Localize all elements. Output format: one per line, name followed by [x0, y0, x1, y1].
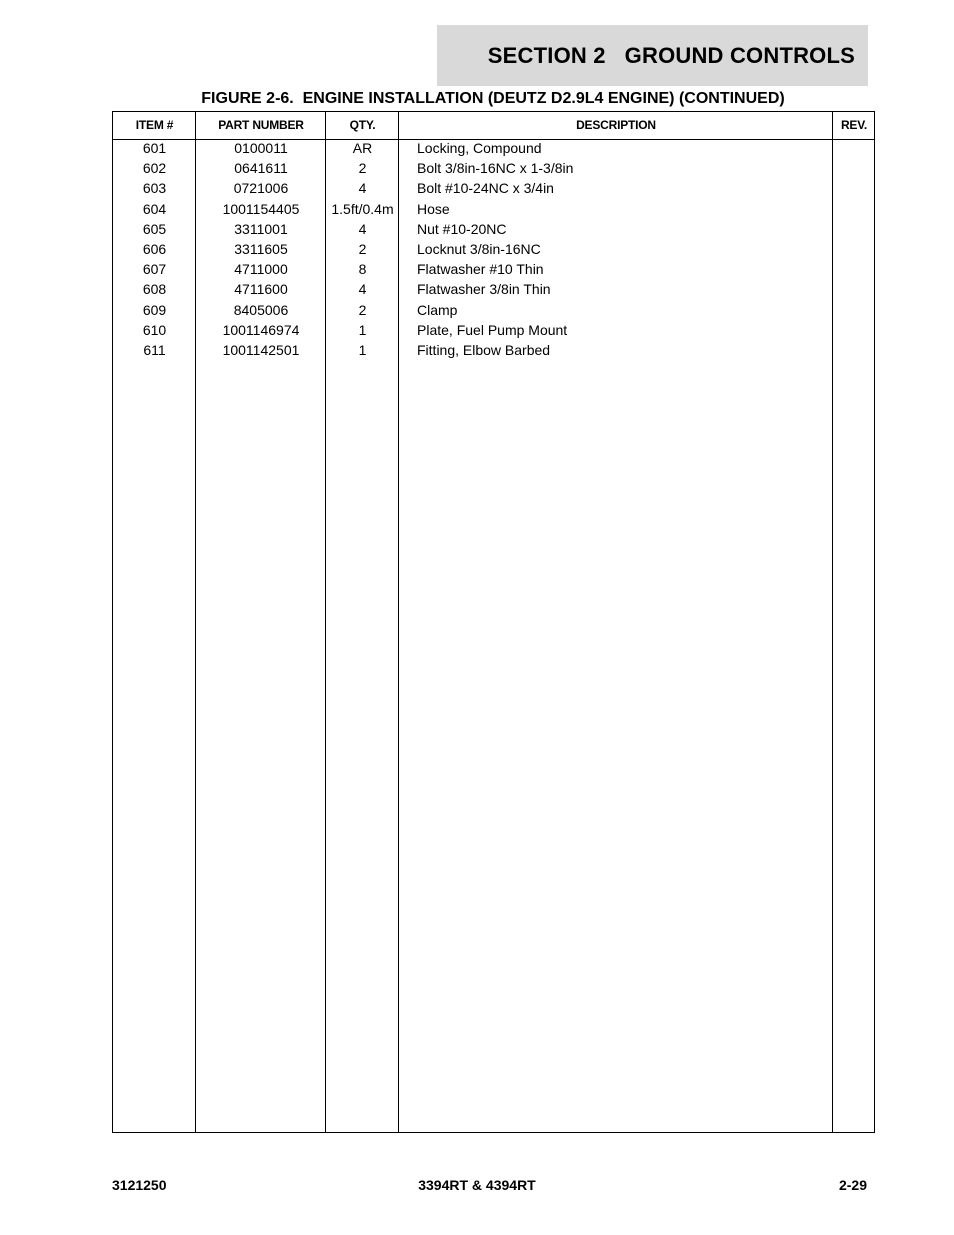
description-cell: Hose	[417, 200, 450, 217]
quantity-cell: 4	[358, 281, 367, 298]
table-body	[113, 140, 874, 362]
section-banner	[437, 25, 868, 86]
table-row	[113, 322, 874, 342]
part-number-cell: 1001146974	[222, 321, 300, 338]
table-row	[113, 342, 874, 362]
item-number-cell: 608	[142, 281, 167, 298]
item-number-cell: 606	[142, 240, 167, 257]
revision-cell	[832, 221, 874, 241]
item-number-cell: 603	[142, 180, 167, 197]
description-cell: Fitting, Elbow Barbed	[417, 341, 551, 358]
revision-cell	[832, 302, 874, 322]
column-header-description: DESCRIPTION	[576, 118, 656, 132]
model-name: 3394RT & 4394RT	[418, 1177, 536, 1193]
part-number-cell: 3311605	[234, 240, 288, 257]
description-cell: Nut #10-20NC	[417, 220, 507, 237]
part-number-cell: 0100011	[234, 140, 288, 156]
quantity-cell: 1.5ft/0.4m	[331, 200, 394, 217]
description-cell: Locking, Compound	[417, 140, 542, 156]
item-number-cell: 601	[142, 140, 167, 156]
section-title: SECTION 2 GROUND CONTROLS	[487, 42, 855, 68]
revision-cell	[832, 241, 874, 261]
item-number-cell: 604	[142, 200, 167, 217]
part-number-cell: 0641611	[234, 160, 288, 177]
parts-table	[112, 111, 875, 1133]
part-number-cell: 8405006	[233, 301, 289, 318]
revision-cell	[832, 322, 874, 342]
doc-number: 3121250	[112, 1177, 167, 1193]
revision-cell	[832, 180, 874, 200]
quantity-cell: 4	[358, 220, 367, 237]
item-number-cell: 607	[142, 261, 167, 278]
table-row	[113, 180, 874, 200]
quantity-cell: 1	[358, 341, 367, 358]
revision-cell	[832, 160, 874, 180]
table-row	[113, 241, 874, 261]
quantity-cell: 2	[358, 301, 367, 318]
part-number-cell: 4711600	[234, 281, 288, 298]
table-row	[113, 302, 874, 322]
figure-title: FIGURE 2-6. ENGINE INSTALLATION (DEUTZ D2.9L4 ENGINE) (CONTINUED)	[201, 90, 785, 107]
description-cell: Bolt 3/8in-16NC x 1-3/8in	[417, 160, 574, 177]
part-number-cell: 0721006	[233, 180, 289, 197]
part-number-cell: 1001154405	[222, 200, 300, 217]
description-cell: Clamp	[417, 301, 458, 318]
description-cell: Bolt #10-24NC x 3/4in	[417, 180, 554, 197]
page-number: 2-29	[838, 1177, 867, 1193]
item-number-cell: 602	[142, 160, 167, 177]
description-cell: Flatwasher 3/8in Thin	[417, 281, 551, 298]
description-cell: Locknut 3/8in-16NC	[417, 240, 541, 257]
revision-cell	[832, 140, 874, 160]
table-row	[113, 201, 874, 221]
item-number-cell: 605	[142, 220, 167, 237]
table-row	[113, 281, 874, 301]
revision-cell	[832, 342, 874, 362]
revision-cell	[832, 201, 874, 221]
item-number-cell: 610	[142, 321, 167, 338]
quantity-cell: 8	[358, 261, 367, 278]
description-cell: Plate, Fuel Pump Mount	[417, 321, 568, 338]
item-number-cell: 611	[143, 341, 166, 358]
quantity-cell: 2	[358, 160, 367, 177]
quantity-cell: 2	[358, 240, 367, 257]
item-number-cell: 609	[142, 301, 167, 318]
table-row	[113, 261, 874, 281]
revision-cell	[832, 261, 874, 281]
quantity-cell: AR	[352, 140, 373, 156]
quantity-cell: 4	[358, 180, 367, 197]
table-row	[113, 160, 874, 180]
table-row	[113, 221, 874, 241]
column-header-qty: QTY.	[349, 118, 376, 132]
part-number-cell: 3311001	[234, 220, 288, 237]
column-header-rev: REV.	[840, 118, 868, 132]
part-number-cell: 4711000	[234, 261, 288, 278]
column-header-part-number: PART NUMBER	[218, 118, 304, 132]
description-cell: Flatwasher #10 Thin	[417, 261, 544, 278]
column-header-item: ITEM #	[135, 118, 174, 132]
table-row	[113, 140, 874, 160]
quantity-cell: 1	[358, 321, 367, 338]
part-number-cell: 1001142501	[222, 341, 300, 358]
revision-cell	[832, 281, 874, 301]
